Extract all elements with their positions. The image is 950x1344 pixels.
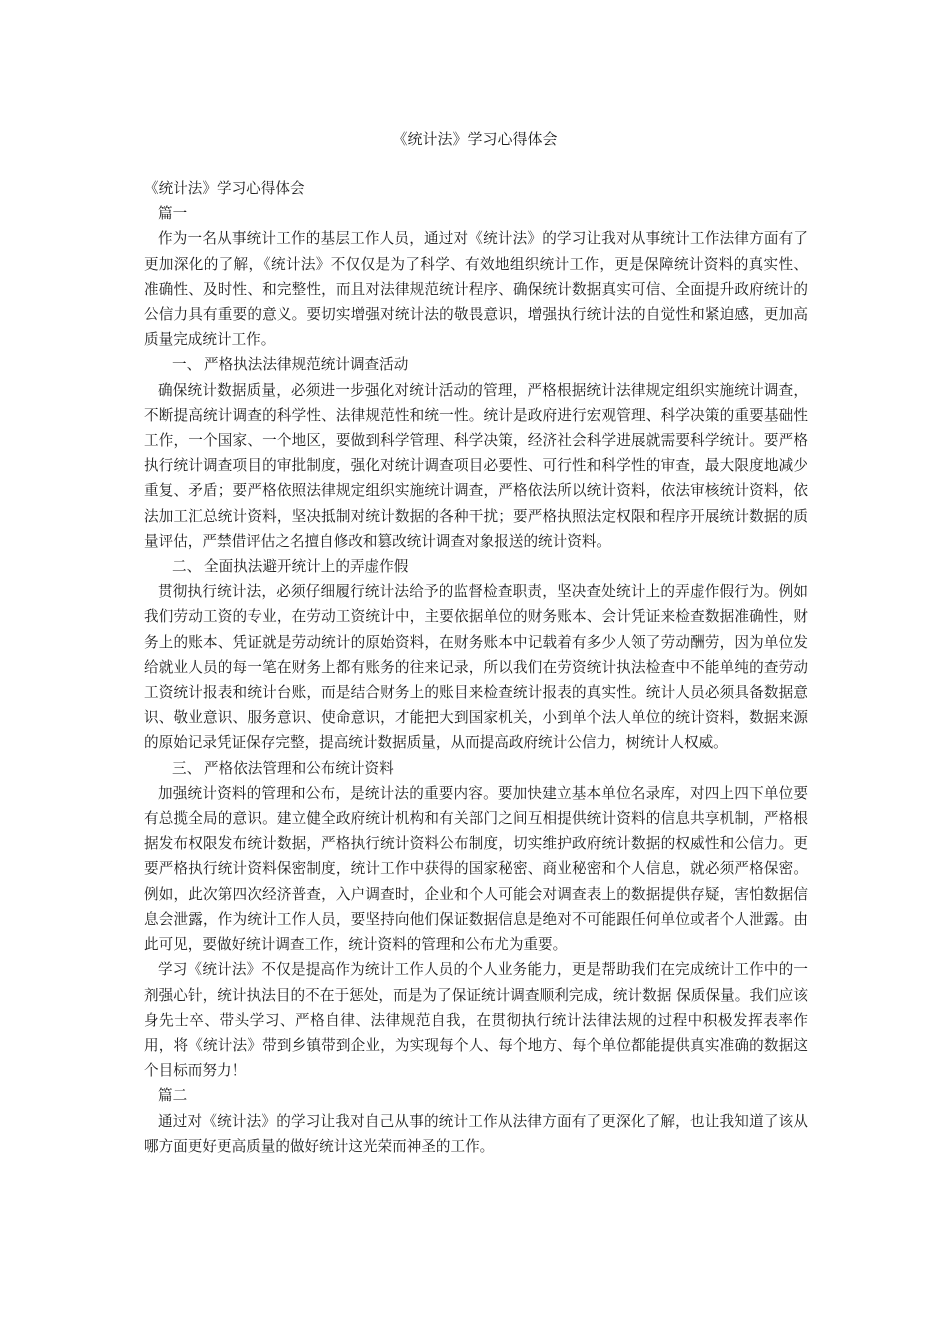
document-subtitle: 《统计法》学习心得体会 xyxy=(144,180,305,197)
section-title: 严格执法法律规范统计调查活动 xyxy=(204,356,409,374)
section-paragraph: 贯彻执行统计法，必须仔细履行统计法给予的监督检查职责，坚决查处统计上的弄虚作假行为。例如我们劳动工资的专业，在劳动工资统计中，主要依据单位的财务账本、会计凭证来检查数据准确性，财务上的账本、凭证就是劳动统计的原始资料，在财务账本中记载着有多少人领了劳动酬劳，因为单位发给就业人员的每一笔在财务上都有账务的往来记录，所以我们在劳资统计执法检查中不能单纯的查劳动工资统计报表和统计台账，而是结合财务上的账目来检查统计报表的真实性。统计人员必须具备数据意识、敬业意识、服务意识、使命意识，才能把大到国家机关，小到单个法人单位的统计资料，数据来源的原始记录凭证保存完整，提高统计数据质量，从而提高政府统计公信力，树统计人权威。 xyxy=(144,583,808,752)
section-number: 二、 xyxy=(172,558,202,576)
document-body xyxy=(144,176,808,1159)
section-title: 严格依法管理和公布统计资料 xyxy=(204,759,394,777)
section-heading xyxy=(144,756,808,781)
section-heading xyxy=(144,352,808,377)
section-heading xyxy=(144,554,808,579)
intro-paragraph: 作为一名从事统计工作的基层工作人员，通过对《统计法》的学习让我对从事统计工作法律方面有了更加深化的了解，《统计法》不仅仅是为了科学、有效地组织统计工作，更是保障统计资料的真实性、准确性、及时性、和完整性，而且对法律规范统计程序、确保统计数据真实可信、全面提升政府统计的公信力具有重要的意义。要切实增强对统计法的敬畏意识，增强执行统计法的自觉性和紧迫感，更加高质量完成统计工作。 xyxy=(144,230,808,349)
section-title: 全面执法避开统计上的弄虚作假 xyxy=(204,558,409,576)
part-one-label: 篇一 xyxy=(158,205,188,223)
section-paragraph: 加强统计资料的管理和公布，是统计法的重要内容。要加快建立基本单位名录库，对四上四下单位要有总揽全局的意识。建立健全政府统计机构和有关部门之间互相提供统计资料的信息共享机制，严格根据发布权限发布统计数据，严格执行统计资料公布制度，切实维护政府统计数据的权威性和公信力。更要严格执行统计资料保密制度，统计工作中获得的国家秘密、商业秘密和个人信息，就必须严格保密。例如，此次第四次经济普查，入户调查时，企业和个人可能会对调查表上的数据提供存疑，害怕数据信息会泄露，作为统计工作人员，要坚持向他们保证数据信息是绝对不可能跟任何单位或者个人泄露。由此可见，要做好统计调查工作，统计资料的管理和公布尤为重要。 xyxy=(144,784,808,954)
section-paragraph: 确保统计数据质量，必须进一步强化对统计活动的管理，严格根据统计法律规定组织实施统计调查，不断提高统计调查的科学性、法律规范性和统一性。统计是政府进行宏观管理、科学决策的重要基础性工作，一个国家、一个地区，要做到科学管理、科学决策，经济社会科学进展就需要科学统计。要严格执行统计调查项目的审批制度，强化对统计调查项目必要性、可行性和科学性的审查，最大限度地减少重复、矛盾；要严格依照法律规定组织实施统计调查，严格依法所以统计资料，依法审核统计资料，依法加工汇总统计资料，坚决抵制对统计数据的各种干扰；要严格执照法定权限和程序开展统计数据的质量评估，严禁借评估之名擅自修改和篡改统计调查对象报送的统计资料。 xyxy=(144,381,808,550)
conclusion-paragraph: 学习《统计法》不仅是提高作为统计工作人员的个人业务能力，更是帮助我们在完成统计工作中的一剂强心针，统计执法目的不在于惩处，而是为了保证统计调查顺利完成，统计数据 保质保量。我们应该身先士卒、带头学习、严格自律、法律规范自我，在贯彻执行统计法律法规的过程中积极发挥表率作用，将《统计法》带到乡镇带到企业，为实现每个人、每个地方、每个单位都能提供真实准确的数据这个目标而努力！ xyxy=(144,961,808,1080)
section-number: 一、 xyxy=(172,356,202,374)
page-title: 《统计法》学习心得体会 xyxy=(392,130,558,148)
part-two-label: 篇二 xyxy=(158,1087,188,1105)
section-number: 三、 xyxy=(172,759,202,777)
part-two-paragraph: 通过对《统计法》的学习让我对自己从事的统计工作从法律方面有了更深化了解，也让我知道了该从哪方面更好更高质量的做好统计这光荣而神圣的工作。 xyxy=(144,1112,808,1155)
